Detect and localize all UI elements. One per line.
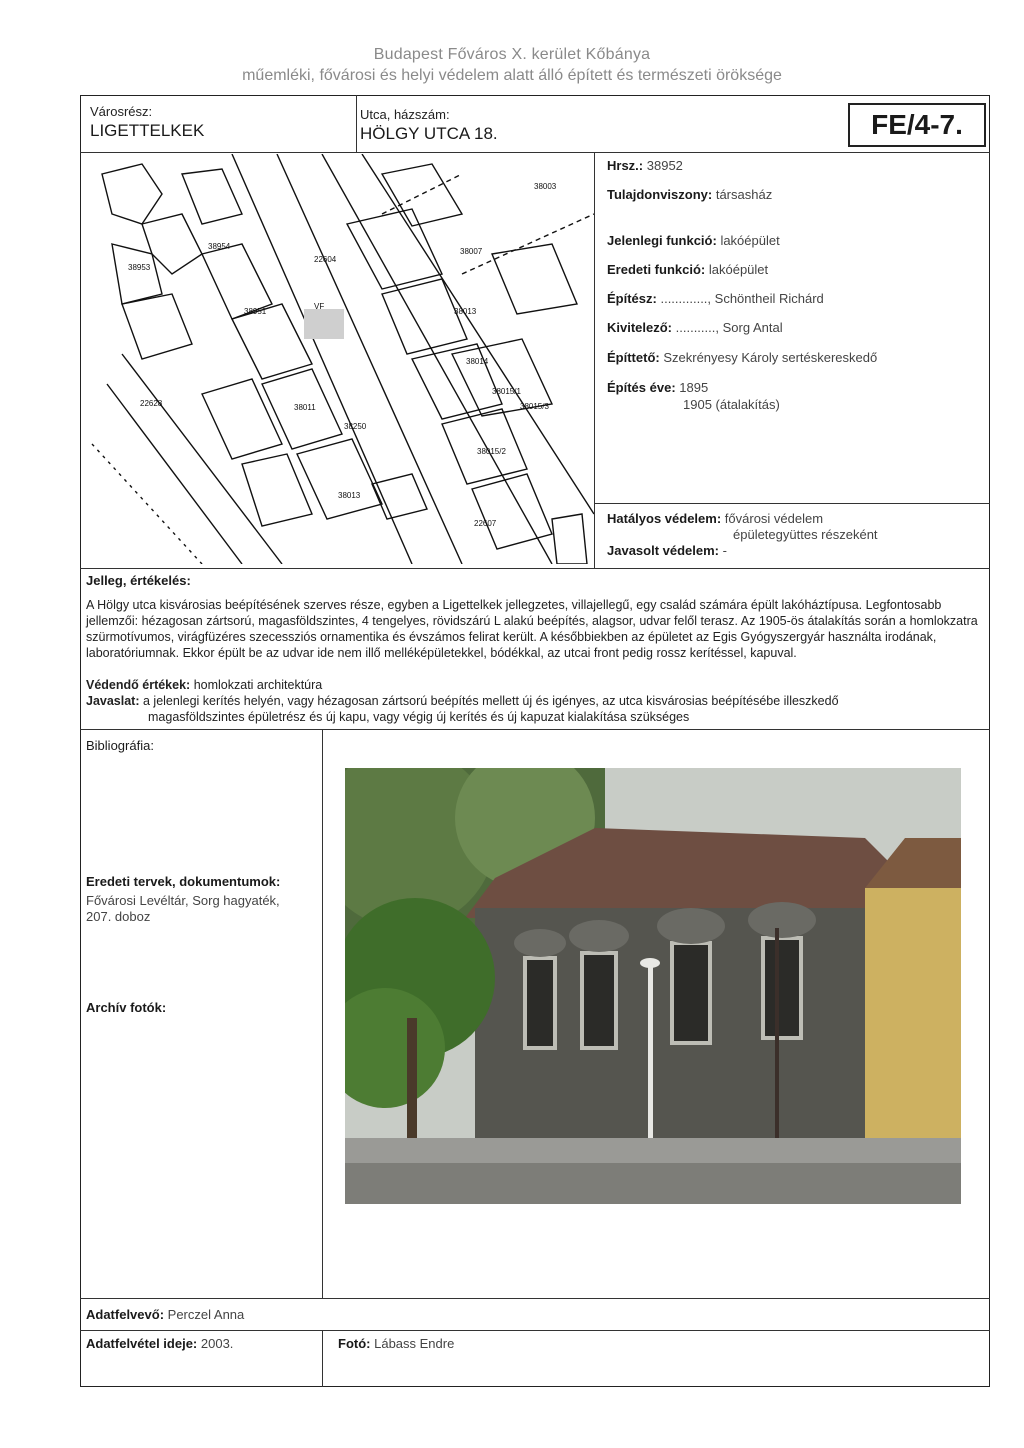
epitesz-row (607, 291, 824, 306)
eredeti-value: lakóépület (708, 262, 769, 277)
adatfelvetel-ideje-row (86, 1336, 233, 1351)
eredeti-tervek-value-2: 207. doboz (86, 909, 151, 924)
jelleg-title: Jelleg, értékelés: (86, 573, 191, 588)
adatfelvetel-ideje-value: 2003. (200, 1336, 234, 1351)
hrsz-value: 38952 (646, 158, 683, 173)
bibliografia-label: Bibliográfia: (86, 738, 154, 753)
vedendo-row (86, 677, 986, 693)
varosresz-label: Városrész: (90, 104, 153, 119)
javasolt-value: - (722, 543, 727, 558)
javaslat-value-2: magasföldszintes épületrész és új kapu, vagy végig új kerítés és új kapuzat kialakítása szükséges (148, 710, 690, 724)
svg-text:38951: 38951 (244, 307, 267, 316)
archiv-label: Archív fotók: (86, 1000, 167, 1015)
svg-text:22604: 22604 (314, 255, 337, 264)
eredeti-label: Eredeti funkció: (607, 262, 706, 277)
adatfelvevo-row (86, 1307, 244, 1322)
epitesz-label: Építész: (607, 291, 657, 306)
svg-text:38015/1: 38015/1 (492, 387, 521, 396)
adatfelvevo-label: Adatfelvevő: (86, 1307, 165, 1322)
svg-text:22607: 22607 (474, 519, 497, 528)
epitesz-value: ............., Schöntheil Richárd (660, 291, 824, 306)
divider (594, 503, 990, 504)
hatalyos-value-2: épületegyüttes részeként (733, 527, 878, 542)
vedendo-value: homlokzati architektúra (193, 678, 323, 692)
javasolt-row (607, 543, 727, 558)
hrsz-row (607, 158, 683, 173)
svg-text:38015/3: 38015/3 (520, 402, 549, 411)
document-header-subtitle: műemléki, fővárosi és helyi védelem alatt álló épített és természeti öröksége (242, 67, 782, 84)
svg-text:38954: 38954 (208, 242, 231, 251)
adatfelvetel-ideje-label: Adatfelvétel ideje: (86, 1336, 198, 1351)
epites-eve-label: Építés éve: (607, 380, 676, 395)
utca-label: Utca, házszám: (360, 107, 450, 122)
jelenlegi-label: Jelenlegi funkció: (607, 233, 717, 248)
svg-text:38011: 38011 (294, 403, 316, 412)
divider (80, 1298, 990, 1299)
epitteto-row (607, 350, 877, 365)
varosresz-value: LIGETTELKEK (90, 121, 205, 140)
foto-row (338, 1336, 454, 1351)
hatalyos-value: fővárosi védelem (724, 511, 824, 526)
eredeti-tervek-value-1: Fővárosi Levéltár, Sorg hagyaték, (86, 893, 280, 908)
eredeti-row (607, 262, 768, 277)
jelleg-text: A Hölgy utca kisvárosias beépítésének szerves része, egyben a Ligettelkek jellegzetes, villajellegű, egy család számára épült lakóháztípusa. Legfontosabb jellemzői: hézagosan zártsorú, magasföldszintes, 4 tengelyes, rövidszárú L alakú beépítés, alagsor, udvar felől terasz. Az 1905-ös átalakítás során a homlokzatra szürmotívumos, virágfüzéres szecessziós ornamentika és évszámos felirat került. A későbbiekben az épületet az Egis Gyógyszergyár használta irodának, laboratóriumnak. Ekkor épült be az udvar ide nem illő melléképületekkel, bódékkal, az utcai front pedig rossz kerítéssel, kapuval. (86, 598, 978, 660)
eredeti-tervek-label: Eredeti tervek, dokumentumok: (86, 874, 281, 889)
cadastral-map (82, 154, 594, 564)
divider (80, 1330, 990, 1331)
svg-text:38014: 38014 (466, 357, 489, 366)
javaslat-row (86, 693, 986, 709)
javaslat-label: Javaslat: (86, 694, 140, 708)
building-photo (345, 768, 961, 1204)
document-header-title: Budapest Főváros X. kerület Kőbánya (373, 46, 651, 63)
divider (322, 1330, 323, 1387)
svg-text:38013: 38013 (338, 491, 361, 500)
building-photo-drawing (345, 768, 961, 1204)
epites-eve-value-2: 1905 (átalakítás) (683, 397, 780, 412)
tulajdon-value: társasház (715, 187, 773, 202)
jelenlegi-row (607, 233, 780, 248)
svg-text:22628: 22628 (140, 399, 163, 408)
divider (594, 152, 595, 568)
javaslat-value-1: a jelenlegi kerítés helyén, vagy hézagosan zártsorú beépítés mellett új és igényes, az utca kisvárosias beépítésébe illeszkedő (143, 694, 839, 708)
foto-label: Fotó: (338, 1336, 371, 1351)
epites-eve-row (607, 380, 708, 395)
record-code: FE/4-7. (848, 103, 986, 147)
hatalyos-label: Hatályos védelem: (607, 511, 722, 526)
svg-text:38003: 38003 (534, 182, 557, 191)
tulajdon-label: Tulajdonviszony: (607, 187, 713, 202)
vedendo-label: Védendő értékek: (86, 678, 191, 692)
svg-text:38250: 38250 (344, 422, 367, 431)
epitteto-label: Építtető: (607, 350, 660, 365)
hatalyos-row (607, 511, 823, 526)
kivitelezo-value: ..........., Sorg Antal (675, 320, 783, 335)
adatfelvevo-value: Perczel Anna (167, 1307, 245, 1322)
divider (356, 95, 357, 152)
utca-value: HÖLGY UTCA 18. (360, 124, 498, 143)
hrsz-label: Hrsz.: (607, 158, 644, 173)
tulajdon-row (607, 187, 772, 202)
svg-text:38015/2: 38015/2 (477, 447, 506, 456)
epites-eve-value-1: 1895 (679, 380, 709, 395)
svg-text:38953: 38953 (128, 263, 151, 272)
divider (80, 568, 990, 569)
cadastral-map-drawing (82, 154, 594, 564)
foto-value: Lábass Endre (374, 1336, 455, 1351)
kivitelezo-label: Kivitelező: (607, 320, 673, 335)
kivitelezo-row (607, 320, 783, 335)
jelenlegi-value: lakóépület (720, 233, 780, 248)
svg-text:38013: 38013 (454, 307, 477, 316)
javasolt-label: Javasolt védelem: (607, 543, 720, 558)
epitteto-value: Szekrényesy Károly sertéskereskedő (663, 350, 878, 365)
svg-text:VF: VF (314, 302, 325, 311)
divider (80, 729, 990, 730)
divider (80, 152, 990, 153)
svg-text:38007: 38007 (460, 247, 483, 256)
divider (322, 729, 323, 1298)
